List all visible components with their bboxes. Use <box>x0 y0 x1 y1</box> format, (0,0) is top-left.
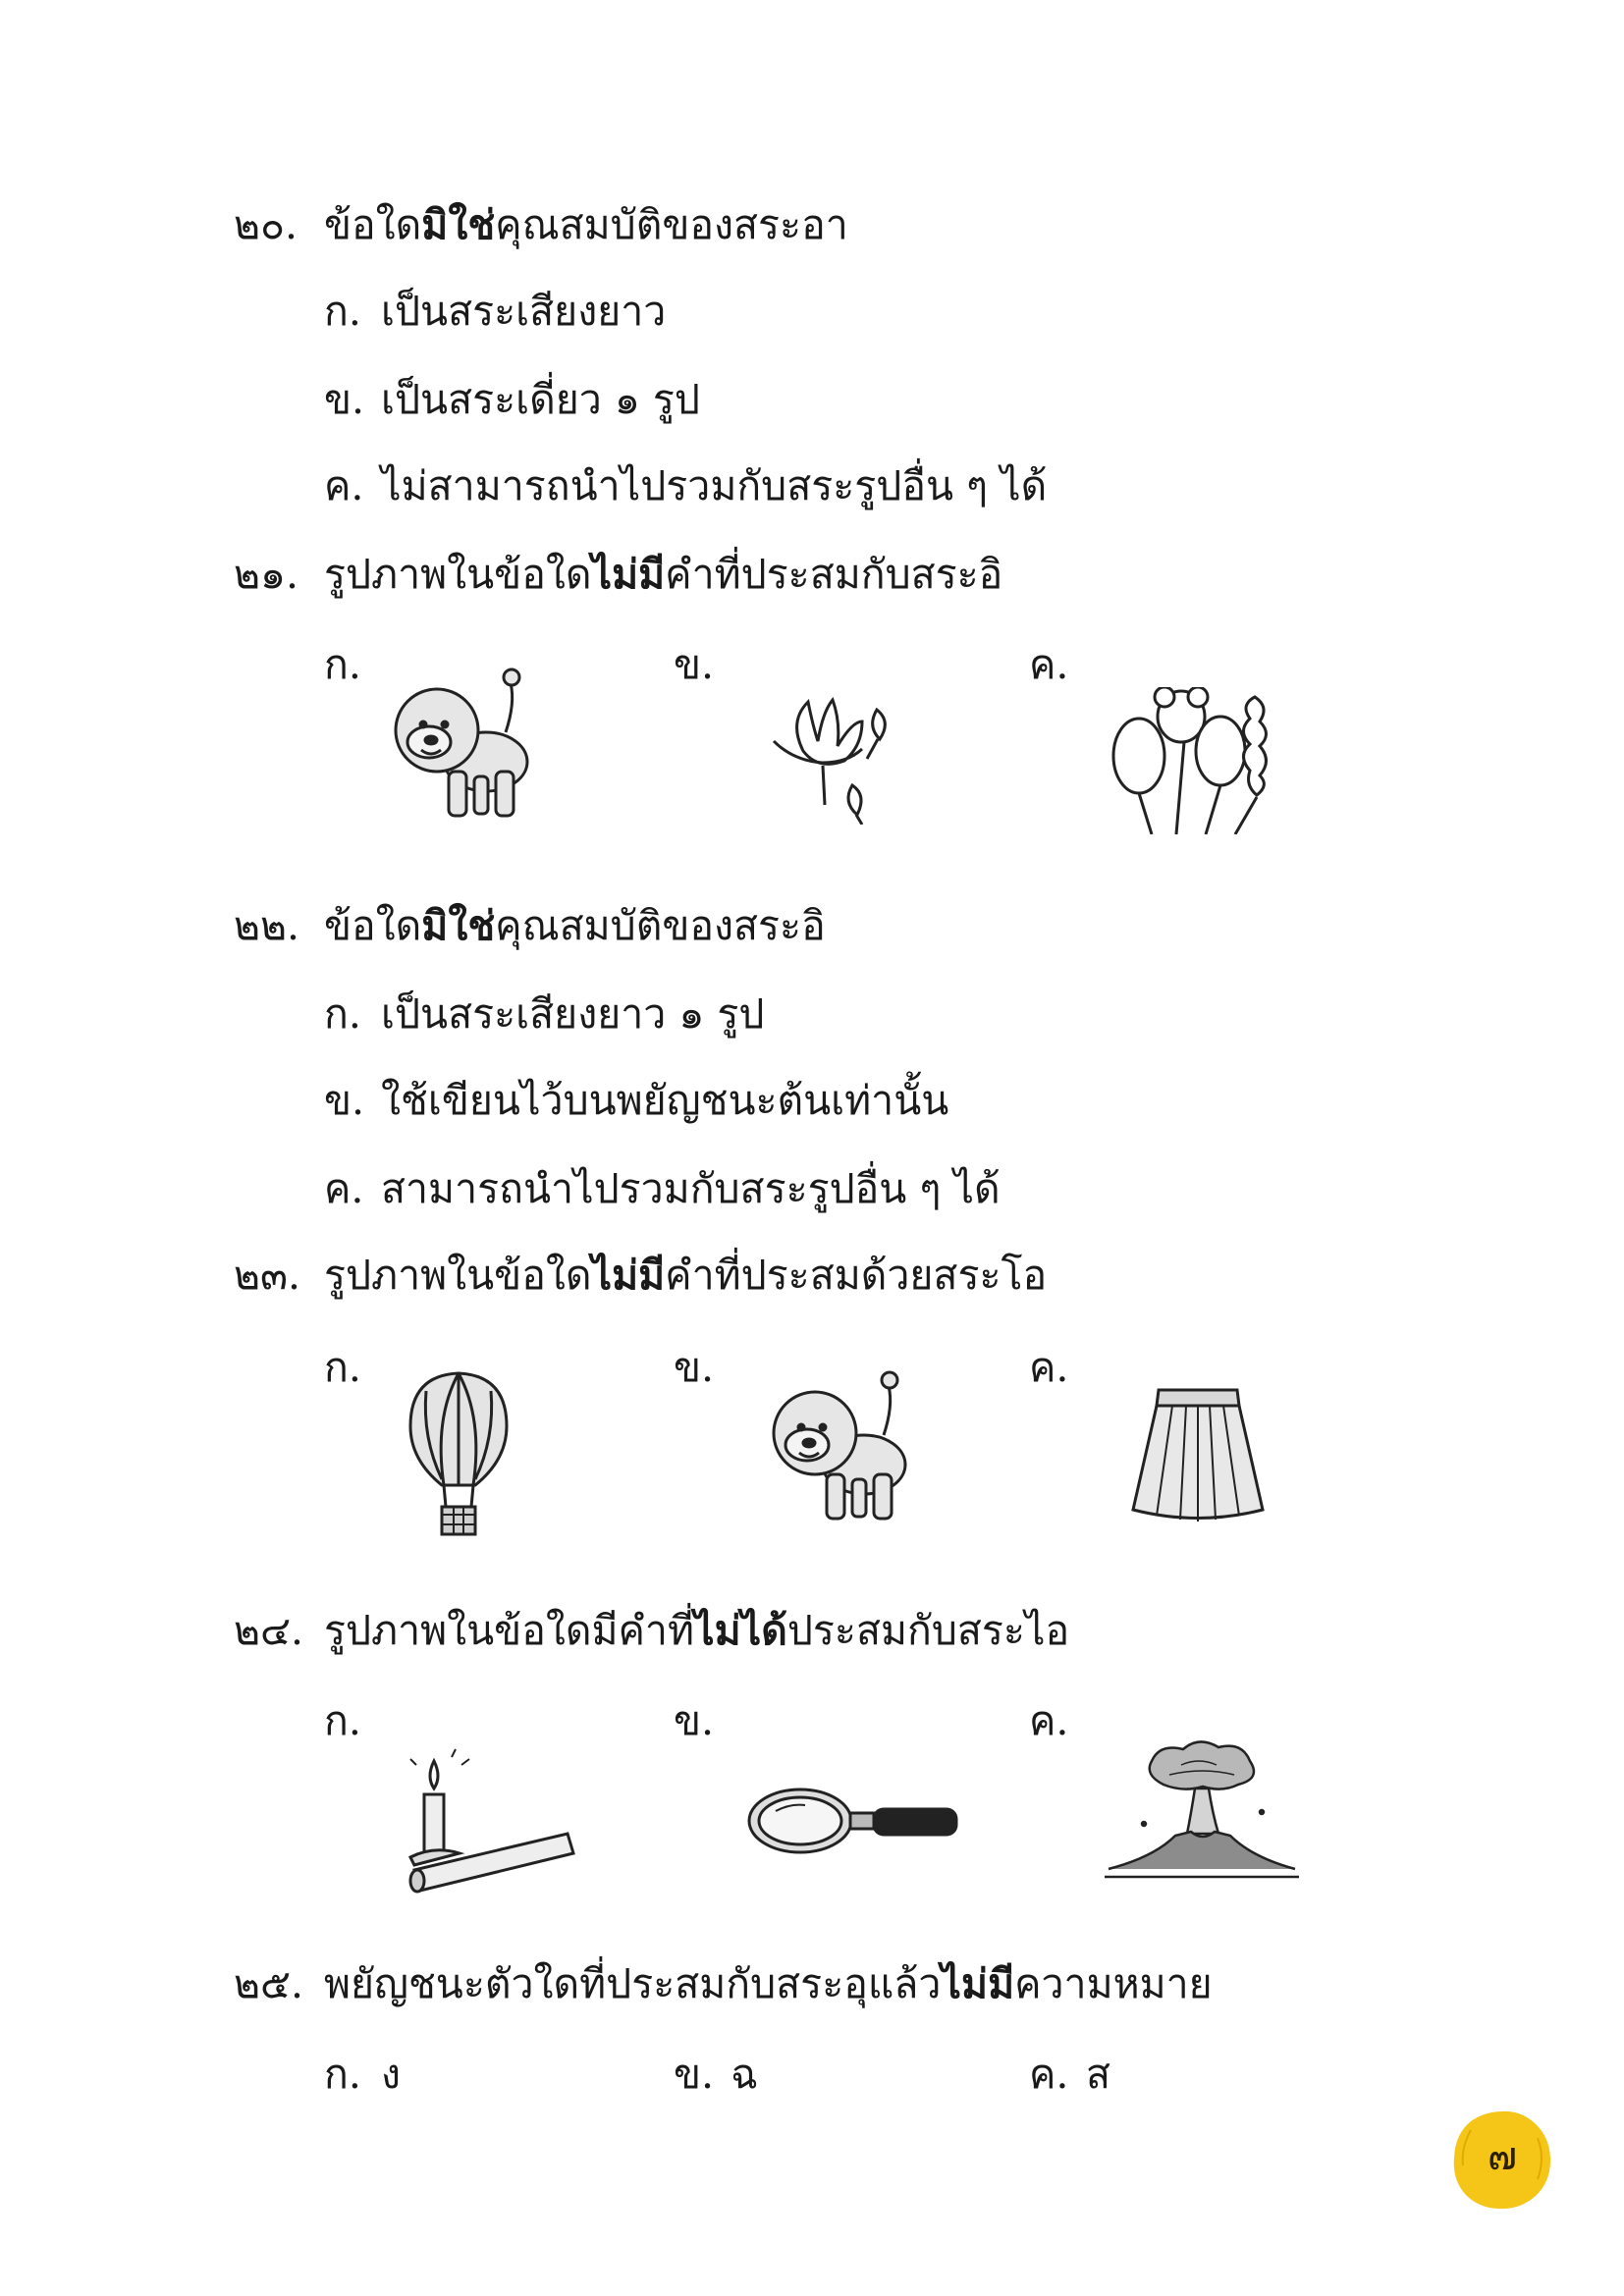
question-text: รูปภาพในข้อใด <box>324 1252 592 1299</box>
hot-air-balloon-icon[interactable] <box>405 1369 513 1538</box>
option-25-c[interactable] <box>1029 2050 1110 2099</box>
question-text: พยัญชนะตัวใดที่ประสมกับสระอุแล้ว <box>324 1960 942 2007</box>
option-text: ใช้เขียนไว้บนพยัญชนะต้นเท่านั้น <box>381 1077 949 1124</box>
page-number: ๗ <box>1487 2134 1518 2179</box>
question-emphasis: ไม่มี <box>591 551 666 598</box>
question-23 <box>234 1251 1047 1300</box>
question-number: ๒๕. <box>234 1960 304 2007</box>
question-emphasis: มิใช่ <box>421 201 496 248</box>
option-label: ข. <box>674 2051 715 2098</box>
question-text-rest: ประสมกับสระไอ <box>786 1607 1070 1654</box>
question-22 <box>234 901 826 950</box>
option-text: เป็นสระเสียงยาว ๑ รูป <box>381 990 765 1038</box>
question-text-rest: คำที่ประสมกับสระอิ <box>665 551 1003 598</box>
question-emphasis: ไม่มี <box>591 1252 666 1299</box>
question-text-rest: ความหมาย <box>1014 1960 1213 2007</box>
question-number: ๒๓. <box>234 1252 301 1299</box>
option-23-a-label[interactable]: ก. <box>324 1344 361 1391</box>
option-21-a-label[interactable]: ก. <box>324 641 361 688</box>
option-25-b[interactable] <box>674 2050 758 2099</box>
question-emphasis: ไม่มี <box>941 1960 1015 2007</box>
volcano-icon[interactable] <box>1105 1735 1299 1883</box>
option-21-c-label[interactable]: ค. <box>1029 641 1069 688</box>
option-25-a[interactable] <box>324 2050 401 2099</box>
option-text: สามารถนำไปรวมกับสระรูปอื่น ๆ ได้ <box>381 1165 1001 1212</box>
option-label: ค. <box>1029 2051 1069 2098</box>
option-label: ก. <box>324 288 361 335</box>
question-number: ๒๒. <box>234 902 300 949</box>
question-emphasis: มิใช่ <box>421 902 496 949</box>
option-label: ก. <box>324 2051 361 2098</box>
option-text: ส <box>1086 2051 1111 2098</box>
skirt-icon[interactable] <box>1129 1384 1267 1526</box>
option-label: ค. <box>324 462 364 509</box>
option-text: เป็นสระเดี่ยว ๑ รูป <box>381 376 700 423</box>
magnifying-glass-icon[interactable] <box>746 1782 960 1860</box>
option-22-a[interactable] <box>324 989 764 1039</box>
question-number: ๒๔. <box>234 1607 304 1654</box>
option-23-c-label[interactable]: ค. <box>1029 1344 1069 1391</box>
option-label: ข. <box>324 376 365 423</box>
question-24 <box>234 1606 1069 1655</box>
option-20-c[interactable] <box>324 461 1047 510</box>
lion-icon[interactable] <box>766 1366 918 1528</box>
option-text: ฉ <box>731 2051 758 2098</box>
option-text: เป็นสระเสียงยาว <box>381 288 667 335</box>
option-20-b[interactable] <box>324 375 700 424</box>
option-22-c[interactable] <box>324 1164 1001 1213</box>
question-25 <box>234 1959 1213 2008</box>
option-21-b-label[interactable]: ข. <box>674 641 715 688</box>
question-20 <box>234 200 848 249</box>
option-22-b[interactable] <box>324 1076 948 1125</box>
question-text: รูปภาพในข้อใดมีคำที่ <box>324 1607 694 1654</box>
option-label: ก. <box>324 990 361 1038</box>
lotus-icon[interactable] <box>764 692 911 825</box>
option-24-a-label[interactable]: ก. <box>324 1697 361 1744</box>
question-text: ข้อใด <box>324 201 422 248</box>
option-text: ไม่สามารถนำไปรวมกับสระรูปอื่น ๆ ได้ <box>381 462 1048 509</box>
question-text-rest: คำที่ประสมด้วยสระโอ <box>665 1252 1048 1299</box>
option-24-c-label[interactable]: ค. <box>1029 1697 1069 1744</box>
question-number: ๒๐. <box>234 201 298 248</box>
balloons-icon[interactable] <box>1108 687 1284 834</box>
question-text-rest: คุณสมบัติของสระอา <box>495 201 848 248</box>
option-label: ค. <box>324 1165 364 1212</box>
question-text: ข้อใด <box>324 902 422 949</box>
candle-icon[interactable] <box>391 1747 575 1895</box>
lion-icon[interactable] <box>388 664 540 826</box>
question-emphasis: ไม่ได้ <box>693 1607 787 1654</box>
option-label: ข. <box>324 1077 365 1124</box>
question-number: ๒๑. <box>234 551 299 598</box>
question-text: รูปภาพในข้อใด <box>324 551 592 598</box>
option-text: ง <box>381 2051 402 2098</box>
option-20-a[interactable] <box>324 287 666 336</box>
question-21 <box>234 550 1002 599</box>
option-24-b-label[interactable]: ข. <box>674 1697 715 1744</box>
question-text-rest: คุณสมบัติของสระอิ <box>495 902 826 949</box>
option-23-b-label[interactable]: ข. <box>674 1344 715 1391</box>
